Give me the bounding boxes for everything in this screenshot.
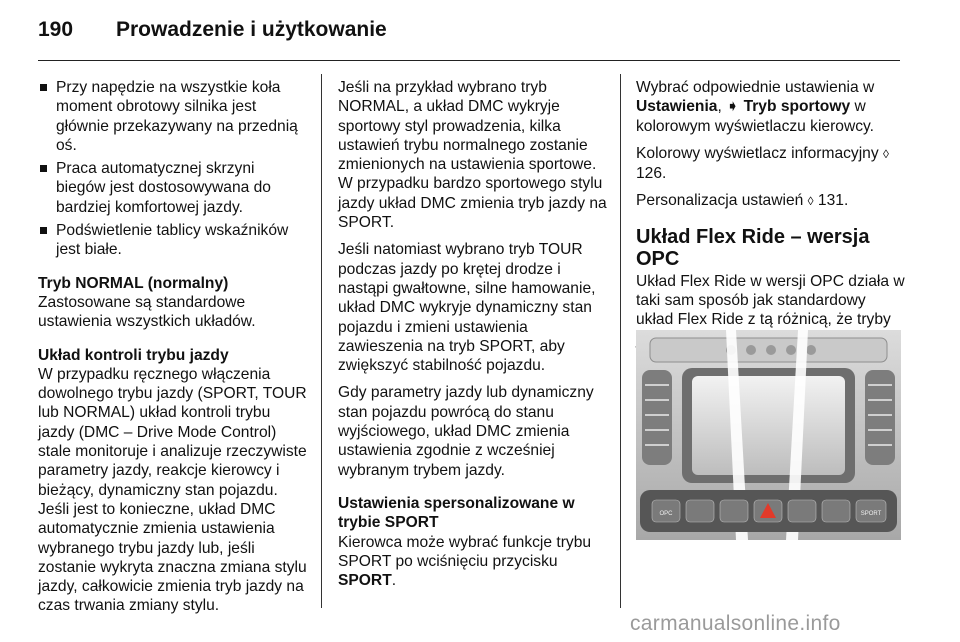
header-rule	[38, 60, 900, 61]
paragraph: Gdy parametry jazdy lub dynamiczny stan pojazdu powrócą do stanu wyjściowego, układ DMC zmienia ustawienia zgodnie z wcześniej wybranym trybem jazdy.	[338, 384, 594, 479]
paragraph: Zastosowane są standardowe ustawienia wszystkich układów.	[38, 293, 256, 331]
paragraph	[636, 191, 906, 211]
page-ref[interactable]: 131.	[817, 192, 849, 210]
bullet-item: Podświetlenie tablicy wskaźników jest białe.	[38, 221, 308, 260]
sport-button-label: SPORT	[860, 511, 882, 517]
section-heading-flexride: Układ Flex Ride – wersja OPC	[636, 225, 870, 270]
section-heading-dmc: Układ kontroli trybu jazdy	[38, 346, 229, 364]
paragraph-end: .	[391, 572, 397, 590]
column-2	[338, 78, 608, 598]
page-ref-icon: ◊	[807, 194, 814, 209]
section-heading-normal: Tryb NORMAL (normalny)	[38, 274, 229, 292]
bullet-item: Praca automatycznej skrzyni biegów jest dostosowywana do bardziej komfortowej jazdy.	[38, 159, 308, 217]
sport-button-ref: SPORT	[338, 572, 392, 590]
paragraph-text: Kierowca może wybrać funkcje trybu SPORT po wciśnięciu przycisku	[338, 533, 592, 570]
arrow-right-icon: ➧	[726, 98, 740, 116]
page-number: 190	[38, 18, 74, 41]
paragraph: Jeśli natomiast wybrano tryb TOUR podczas jazdy po krętej drodze i nastąpi gwałtowne, silne hamowanie, układ DMC wykryje dynamiczny stan pojazdu i zmieni ustawienia zawieszenia na tryb SPORT, aby zwiększyć stabilność pojazdu.	[338, 241, 596, 375]
paragraph	[636, 78, 906, 136]
paragraph-text: Kolorowy wyświetlacz informacyjny	[636, 144, 879, 162]
paragraph	[636, 144, 906, 184]
page-ref[interactable]: 126.	[636, 165, 667, 183]
menu-ref-settings: Ustawienia	[636, 98, 718, 116]
watermark: carmanualsonline.info	[630, 612, 841, 635]
paragraph-text: w kolorowym wyświetlaczu kierowcy.	[636, 98, 875, 135]
paragraph-text: Personalizacja ustawień	[636, 192, 804, 210]
bullet-item: Przy napędzie na wszystkie koła moment obrotowy silnika jest głównie przekazywany na przednią oś.	[38, 78, 308, 155]
page-ref-icon: ◊	[882, 146, 889, 161]
column-divider	[620, 74, 621, 608]
menu-ref-sport-mode: Tryb sportowy	[743, 98, 851, 116]
paragraph: Układ Flex Ride w wersji OPC działa w taki sam sposób jak standardowy układ Flex Ride z tą różnicą, że tryby	[636, 272, 905, 329]
paragraph-text: Wybrać odpowiednie ustawienia w	[636, 79, 875, 96]
column-divider	[321, 74, 322, 608]
bullet-list	[38, 78, 308, 260]
separator: ,	[717, 98, 727, 116]
paragraph	[338, 533, 608, 591]
section-heading-sport-settings: Ustawienia spersonalizowane w trybie SPORT	[338, 494, 575, 532]
dashboard-photo	[636, 330, 901, 540]
column-1	[38, 78, 308, 624]
page-title: Prowadzenie i użytkowanie	[116, 18, 387, 41]
paragraph: Jeśli na przykład wybrano tryb NORMAL, a układ DMC wykryje sportowy styl prowadzenia, kilka ustawień trybu normalnego zostanie zmienionych na ustawienia sportowe. W przypadku bardzo sportowego stylu jazdy układ DMC zmienia tryb jazdy na SPORT.	[338, 79, 607, 232]
opc-button-label: OPC	[659, 511, 673, 517]
paragraph: W przypadku ręcznego włączenia dowolnego trybu jazdy (SPORT, TOUR lub NORMAL) układ kontroli trybu jazdy (DMC – Drive Mode Control) stale monitoruje i analizuje rzeczywiste parametry jazdy, reakcje kierowcy i bieżący, dynamiczny stan pojazdu. Jeśli jest to konieczne, układ DMC automatycznie zmienia ustawienia wybranego trybu jazdy lub, jeśli zostanie wykryta znaczna zmiana stylu jazdy, całkowicie zmienia tryb jazdy na czas trwania zmiany stylu.	[38, 365, 307, 615]
